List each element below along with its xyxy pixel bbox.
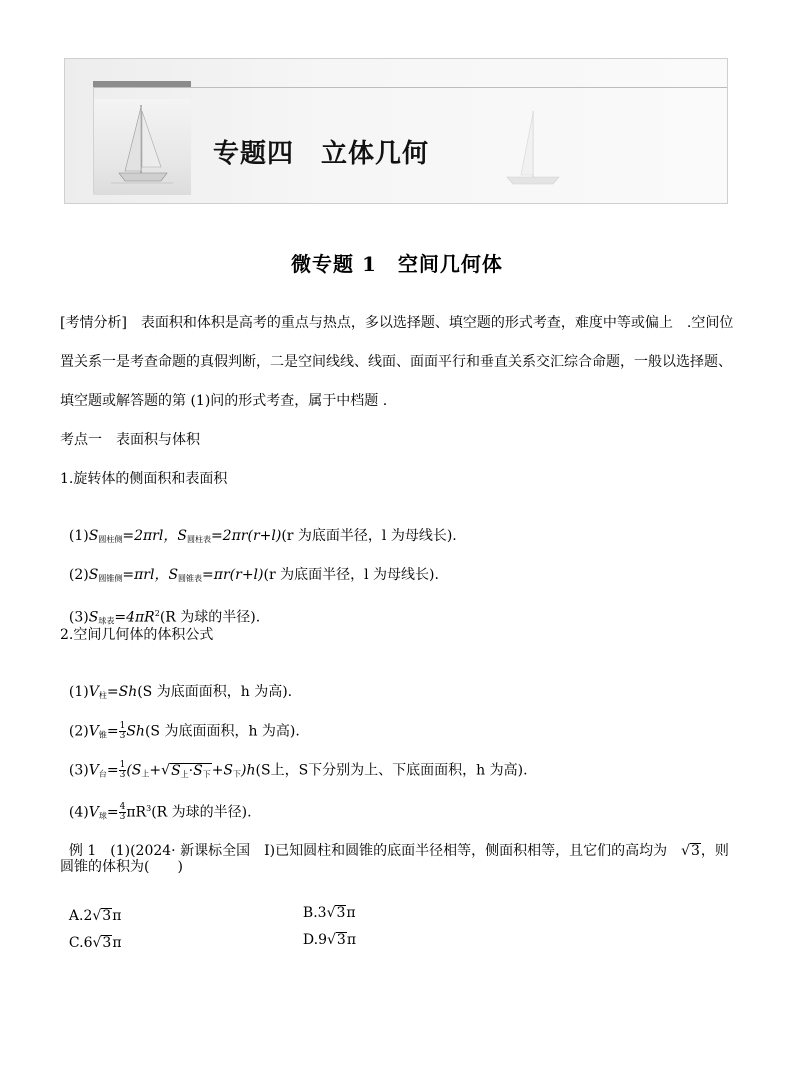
formula-pyramid-volume: $(2)V_锥=$ $\frac{1}{3}$ Sh(S 为底面面积，h 为高). [68, 721, 300, 741]
analysis-line-3: 填空题或解答题的第 (1)问的形式考查，属于中档题 . [60, 393, 388, 409]
formula-frustum-volume: $(3)V_台=$ $\frac{1}{3}$ $(S_上+√S_上\cdot S_下+S_下)h(S$上，S下分别为上、下底面面积，h 为高). [68, 760, 528, 780]
chapter-title: 专题四 立体几何 [213, 139, 430, 169]
formula-cone-area: $(2)S_{圆锥侧}=\pi rl$，$S_{圆锥表}=\pi r(r+l)(r$ 为底面半径，l 为母线长). [68, 567, 439, 583]
fraction: $\frac{1}{3}$ [119, 760, 126, 780]
formula-sphere-volume: $(4)V_球=$ $\frac{4}{3}$ $\pi R^3(R$ 为球的半径). [68, 802, 252, 823]
sqrt-sign: √ [92, 935, 102, 951]
section-title: 微专题 1 空间几何体 [291, 252, 503, 276]
option-a[interactable]: A.2√3π [68, 908, 122, 924]
example-line-1: 例 1 (1)(2024· 新课标全国 Ⅰ)已知圆柱和圆锥的底面半径相等，侧面积相等，且它们的高均为 √3，则 [68, 843, 729, 859]
sailboat-icon [111, 101, 173, 187]
formula-prism-volume: $(1)V_柱=Sh(S$ 为底面面积，h 为高). [68, 684, 293, 700]
option-c[interactable]: C.6√3π [68, 935, 122, 951]
sqrt-sign: √ [161, 762, 171, 779]
analysis-line-1: [考情分析] 表面积和体积是高考的重点与热点，多以选择题、填空题的形式考查，难度中等或偏上 .空间位 [60, 315, 734, 331]
sqrt-sign: √ [326, 905, 336, 921]
radicand: $S_上\cdot S_下$ [170, 763, 212, 782]
analysis-line-2: 置关系一是考查命题的真假判断，二是空间线线、线面、面面平行和垂直关系交汇综合命题，一般以选择题、 [60, 354, 732, 370]
sailboat-icon [497, 109, 567, 191]
item2-heading: 2.空间几何体的体积公式 [60, 627, 214, 643]
chapter-banner [64, 58, 728, 204]
formula-sphere-area: $(3)S_{球表}=4\pi R^2(R$ 为球的半径). [68, 609, 261, 626]
item1-heading: 1.旋转体的侧面积和表面积 [60, 471, 228, 487]
sqrt-sign: √ [92, 908, 102, 924]
option-b[interactable]: B.3√3π [302, 905, 356, 921]
option-d[interactable]: D.9√3π [302, 932, 357, 948]
kaodian-heading: 考点一 表面积与体积 [60, 432, 200, 448]
fraction: $\frac{1}{3}$ [119, 721, 126, 741]
sqrt-sign: √ [681, 843, 690, 859]
formula-cylinder-area: $(1)S_{圆柱侧}=2\pi rl$，$S_{圆柱表}=2\pi r(r+l)(r$ 为底面半径，l 为母线长). [68, 528, 457, 544]
sqrt-sign: √ [327, 932, 336, 948]
example-line-2: 圆锥的体积为( ) [60, 859, 183, 875]
fraction: $\frac{4}{3}$ [119, 802, 126, 823]
